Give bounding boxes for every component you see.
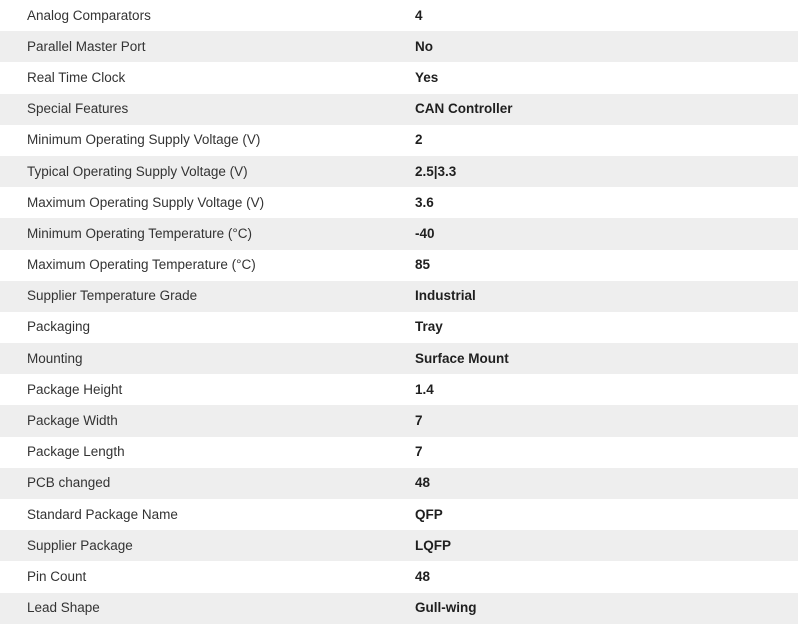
table-row [0, 593, 798, 624]
attribute-value: 2 [415, 132, 423, 148]
attribute-value: Industrial [415, 288, 476, 304]
attribute-value: Surface Mount [415, 350, 509, 366]
attribute-name: Lead Shape [27, 600, 100, 616]
attribute-name: Supplier Package [27, 537, 133, 553]
table-row [0, 530, 798, 561]
attribute-name: Minimum Operating Supply Voltage (V) [27, 132, 261, 148]
table-row [0, 31, 798, 62]
attribute-name: Package Width [27, 413, 118, 429]
attribute-name: Typical Operating Supply Voltage (V) [27, 163, 248, 179]
attribute-name: Real Time Clock [27, 69, 126, 85]
attribute-name: Special Features [27, 101, 129, 117]
table-row [0, 405, 798, 436]
attribute-value: 48 [415, 568, 431, 584]
table-row [0, 62, 798, 93]
table-row [0, 281, 798, 312]
table-row [0, 312, 798, 343]
table-row [0, 499, 798, 530]
attribute-value: LQFP [415, 537, 451, 553]
attribute-value: 48 [415, 475, 431, 491]
table-row [0, 561, 798, 592]
table-row [0, 250, 798, 281]
table-row [0, 125, 798, 156]
attribute-name: Analog Comparators [27, 7, 151, 23]
attribute-name: Package Height [27, 381, 123, 397]
attribute-value: Yes [415, 69, 439, 85]
table-row [0, 468, 798, 499]
attribute-name: Maximum Operating Temperature (°C) [27, 257, 256, 273]
attribute-name: Mounting [27, 350, 83, 366]
attribute-name: Package Length [27, 444, 125, 460]
table-row [0, 156, 798, 187]
table-row [0, 374, 798, 405]
table-row [0, 437, 798, 468]
attribute-name: Standard Package Name [27, 506, 178, 522]
attribute-value: 3.6 [415, 194, 434, 210]
attribute-name: Maximum Operating Supply Voltage (V) [27, 194, 265, 210]
attribute-value: Gull-wing [415, 600, 477, 616]
attribute-value: 7 [415, 413, 423, 429]
attribute-value: Tray [415, 319, 443, 335]
table-row [0, 343, 798, 374]
attribute-value: -40 [415, 225, 435, 241]
table-row [0, 0, 798, 31]
attribute-value: CAN Controller [415, 101, 513, 117]
attribute-name: Packaging [27, 319, 91, 335]
attribute-name: Minimum Operating Temperature (°C) [27, 225, 252, 241]
attribute-name: PCB changed [27, 475, 111, 491]
attribute-name: Parallel Master Port [27, 38, 146, 54]
attribute-value: 7 [415, 444, 423, 460]
attribute-name: Supplier Temperature Grade [27, 288, 198, 304]
table-row [0, 94, 798, 125]
table-row [0, 187, 798, 218]
attribute-value: QFP [415, 506, 443, 522]
attribute-value: 4 [415, 7, 423, 23]
attribute-value: 1.4 [415, 381, 434, 397]
attribute-name: Pin Count [27, 568, 87, 584]
attribute-value: 2.5|3.3 [415, 163, 457, 179]
attribute-value: No [415, 38, 433, 54]
attribute-value: 85 [415, 257, 431, 273]
table-row [0, 218, 798, 249]
